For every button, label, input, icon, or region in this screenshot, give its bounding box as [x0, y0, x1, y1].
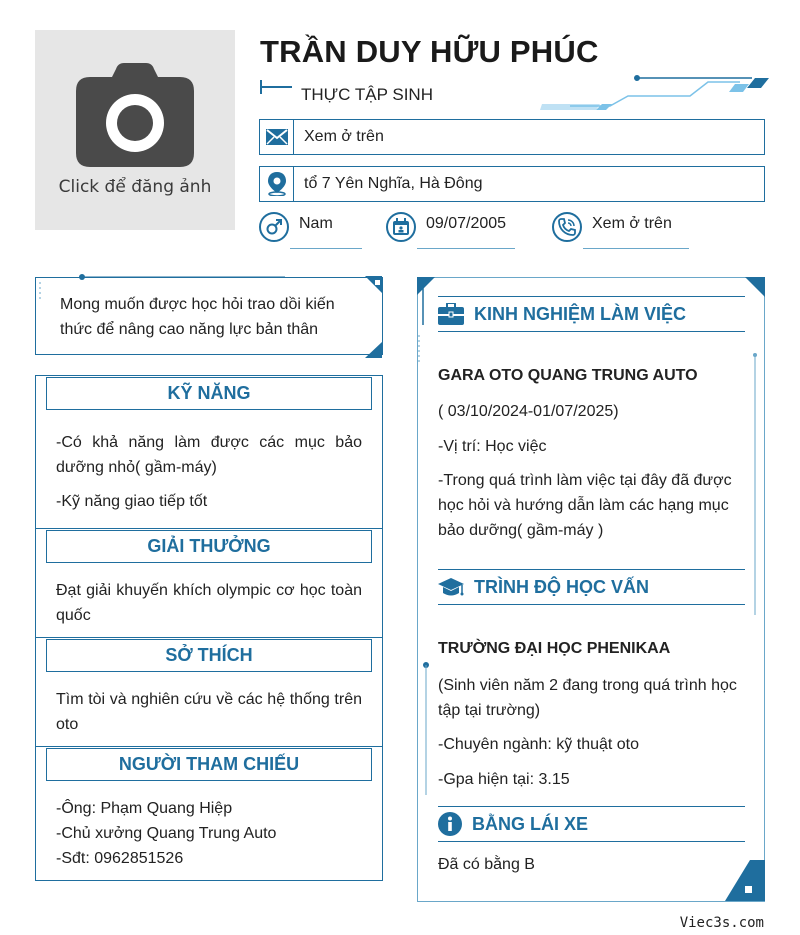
references-heading: NGƯỜI THAM CHIẾU — [46, 748, 372, 781]
birthday-field[interactable] — [386, 212, 506, 242]
title-decoration-line — [260, 86, 292, 88]
skill-item: -Kỹ năng giao tiếp tốt — [56, 493, 208, 510]
calendar-icon-circle — [386, 212, 416, 242]
phone-icon-circle — [552, 212, 582, 242]
education-title: TRÌNH ĐỘ HỌC VẤN — [474, 576, 649, 597]
section-divider — [36, 637, 382, 638]
references-list — [56, 796, 362, 871]
education-note: (Sinh viên năm 2 đang trong quá trình học tập tại trường) — [438, 677, 737, 719]
experience-title: KINH NGHIỆM LÀM VIỆC — [474, 303, 687, 324]
reference-line: -Chủ xưởng Quang Trung Auto — [56, 825, 277, 842]
address-value: tổ 7 Yên Nghĩa, Hà Đông — [304, 175, 483, 192]
email-value: Xem ở trên — [304, 128, 384, 145]
phone-underline — [583, 248, 689, 249]
skill-item: -Có khả năng làm được các mục bảo dưỡng nhỏ( gầm-máy) — [56, 434, 362, 476]
phone-icon — [558, 218, 576, 236]
photo-caption: Click để đăng ảnh — [58, 177, 212, 197]
gender-field[interactable] — [259, 212, 333, 242]
address-field[interactable] — [259, 166, 765, 202]
skills-heading: KỸ NĂNG — [46, 377, 372, 410]
education-school: TRƯỜNG ĐẠI HỌC PHENIKAA — [438, 640, 671, 657]
hobbies-text: Tìm tòi và nghiên cứu về các hệ thống trên oto — [56, 691, 362, 733]
license-title: BẰNG LÁI XE — [472, 813, 589, 834]
experience-period: ( 03/10/2024-01/07/2025) — [438, 403, 619, 420]
birthday-value: 09/07/2005 — [426, 215, 507, 232]
reference-line: -Sđt: 0962851526 — [56, 850, 184, 867]
circuit-decoration — [540, 74, 770, 114]
phone-field[interactable] — [552, 212, 672, 242]
education-major: -Chuyên ngành: kỹ thuật oto — [438, 736, 640, 753]
experience-company: GARA OTO QUANG TRUNG AUTO — [438, 367, 698, 384]
left-column — [35, 375, 383, 881]
location-pin-icon — [267, 172, 287, 196]
footer-brand: Viec3s.com — [679, 915, 764, 931]
section-divider — [36, 528, 382, 529]
section-divider — [36, 746, 382, 747]
experience-position: -Vị trí: Học việc — [438, 438, 547, 455]
gender-value: Nam — [299, 215, 333, 232]
location-icon-box — [260, 167, 294, 201]
awards-heading: GIẢI THƯỞNG — [46, 530, 372, 563]
camera-icon — [76, 63, 194, 167]
skills-list — [56, 430, 362, 514]
gender-icon — [265, 218, 283, 236]
objective-corner-deco — [35, 272, 383, 360]
candidate-name: TRẦN DUY HỮU PHÚC — [260, 34, 599, 69]
hobbies-heading: SỞ THÍCH — [46, 639, 372, 672]
license-text: Đã có bằng B — [438, 856, 535, 873]
education-gpa: -Gpa hiện tại: 3.15 — [438, 771, 570, 788]
awards-text: Đạt giải khuyến khích olympic cơ học toàn quốc — [56, 582, 362, 624]
calendar-icon — [392, 218, 410, 236]
birthday-underline — [417, 248, 515, 249]
experience-description: -Trong quá trình làm việc tại đây đã được học hỏi và hướng dẫn làm các hạng mục bảo dưỡng( gầm-máy ) — [438, 472, 732, 539]
objective-text: Mong muốn được học hỏi trao dồi kiến thức để nâng cao năng lực bản thân — [60, 296, 335, 338]
reference-line: -Ông: Phạm Quang Hiệp — [56, 800, 233, 817]
envelope-icon — [266, 129, 288, 145]
right-frame-deco — [415, 275, 767, 905]
job-title: THỰC TẬP SINH — [301, 85, 433, 104]
email-field[interactable] — [259, 119, 765, 155]
gender-icon-circle — [259, 212, 289, 242]
phone-value: Xem ở trên — [592, 215, 672, 232]
avatar-upload[interactable] — [35, 30, 235, 230]
gender-underline — [290, 248, 362, 249]
envelope-icon-box — [260, 120, 294, 154]
